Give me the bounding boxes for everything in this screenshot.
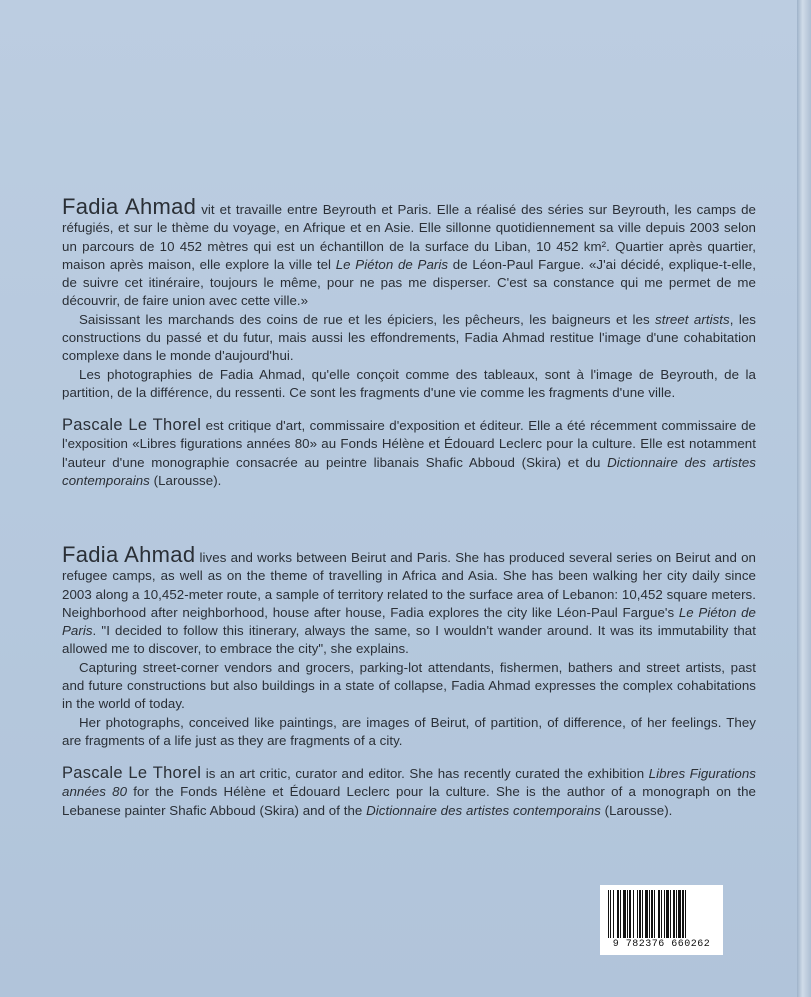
barcode (600, 885, 723, 955)
en-artist-bio (62, 542, 756, 750)
en-editor-paragraph: Pascale Le Thorel is an art critic, curator and editor. She has recently curated the exhibition Libres Figurations années 80 for the Fonds Hélène et Édouard Leclerc pour la culture. She is the author of a monograph on the Lebanese painter Shafic Abboud (Skira) and of the Dictionnaire des artistes contemporains (Larousse). (62, 764, 756, 818)
fr-artist-paragraph-2: Saisissant les marchands des coins de rue et les épiciers, les pêcheurs, les baigneurs et les street artists, les constructions du passé et du futur, mais aussi les effondrements, Fadia Ahmad restitue l'image d'une cohabitation complexe dans le monde d'aujourd'hui. (62, 311, 756, 364)
en-editor-bio (62, 764, 756, 820)
artist-name: Fadia Ahmad (62, 542, 196, 567)
artist-name: Fadia Ahmad (62, 194, 197, 219)
book-edge (797, 0, 811, 997)
barcode-bars (608, 890, 715, 938)
en-artist-paragraph-3: Her photographs, conceived like paintings, are images of Beirut, of partition, of difference, of her feelings. They are fragments of a life just as they are fragments of a city. (62, 714, 756, 748)
fr-editor-paragraph: Pascale Le Thorel est critique d'art, commissaire d'exposition et éditeur. Elle a été récemment commissaire de l'exposition «Libres figurations années 80» au Fonds Hélène et Édouard Leclerc pour la culture. Elle est notamment l'auteur d'une monographie consacrée au peintre libanais Shafic Abboud (Skira) et du Dictionnaire des artistes contemporains (Larousse). (62, 416, 756, 488)
en-artist-paragraph-2: Capturing street-corner vendors and grocers, parking-lot attendants, fishermen, bathers and street artists, past and future constructions but also buildings in a state of collapse, Fadia Ahmad expresses the complex cohabitations in the world of today. (62, 659, 756, 712)
fr-editor-bio (62, 416, 756, 490)
fr-artist-paragraph-1: Fadia Ahmad vit et travaille entre Beyrouth et Paris. Elle a réalisé des séries sur Beyrouth, les camps de réfugiés, et sur le thème du voyage, en Afrique et en Asie. Elle sillonne quotidiennement sa ville depuis 2003 selon un parcours de 10 452 mètres qui est un échantillon de la surface du Liban, 10 452 km². Quartier après quartier, maison après maison, elle explore la ville tel Le Piéton de Paris de Léon-Paul Fargue. «J'ai décidé, explique-t-elle, de suivre cet itinéraire, toujours le même, pour ne pas me disperser. C'est sa constance qui me permet de me découvrir, de faire union avec cette ville.» (62, 194, 756, 309)
isbn-number: 9 782376 660262 (612, 939, 711, 950)
fr-artist-bio (62, 194, 756, 402)
editor-name: Pascale Le Thorel (62, 764, 202, 782)
fr-artist-paragraph-3: Les photographies de Fadia Ahmad, qu'elle conçoit comme des tableaux, sont à l'image de Beyrouth, de la partition, de la différence, du ressenti. Ce sont les fragments d'une vie comme les fragments d'une ville. (62, 366, 756, 400)
editor-name: Pascale Le Thorel (62, 416, 202, 434)
en-artist-paragraph-1: Fadia Ahmad lives and works between Beirut and Paris. She has produced several series on Beirut and on refugee camps, as well as on the theme of travelling in Africa and Asia. She has been walking her city daily since 2003 along a 10,452-meter route, a sample of territory related to the surface area of Lebanon: 10,452 square meters. Neighborhood after neighborhood, house after house, Fadia explores the city like Léon-Paul Fargue's Le Piéton de Paris. "I decided to follow this itinerary, always the same, so I wouldn't wander around. It was its immutability that allowed me to discover, to embrace the city", she explains. (62, 542, 756, 657)
